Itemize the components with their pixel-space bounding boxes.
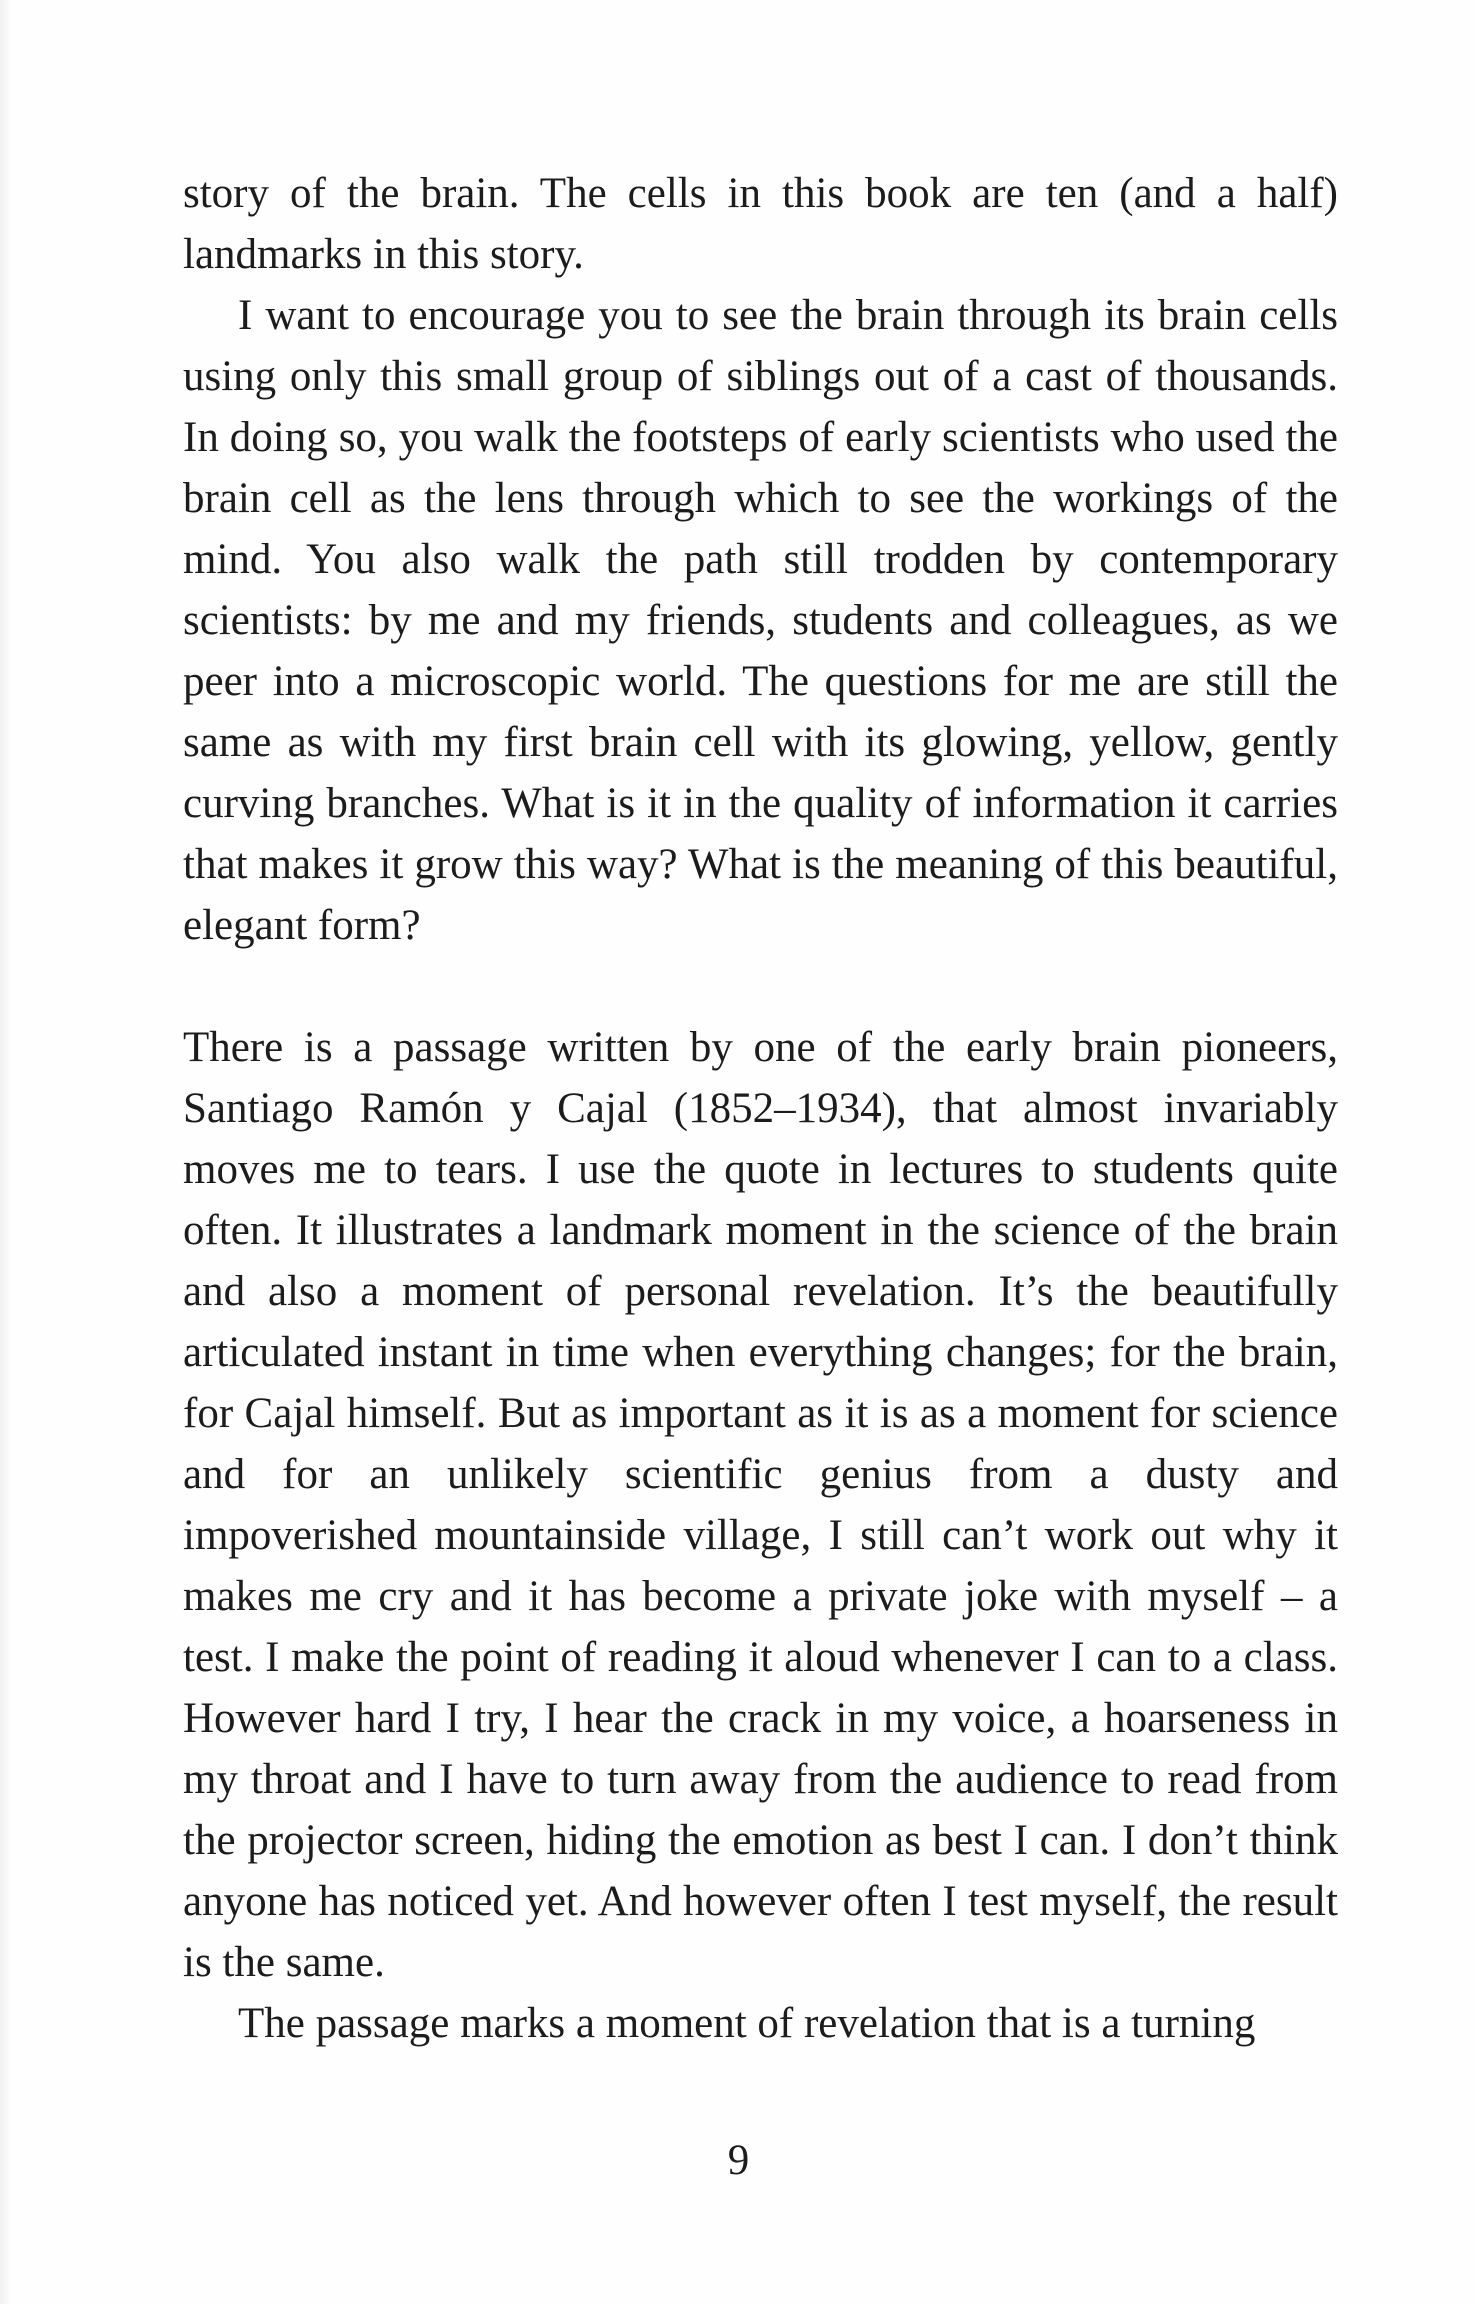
body-text	[183, 163, 1338, 2054]
paragraph-4: The passage marks a moment of revelation that is a turning	[238, 2000, 1256, 2047]
page-number: 9	[727, 2137, 750, 2184]
paragraph-2: I want to encourage you to see the brain through its brain cells using only this small group of siblings out of a cast of thousands. In doing so, you walk the footsteps of early scientists who used the brain cell as the lens through which to see the workings of the mind. You also walk the path still trodden by contemporary scientists: by me and my friends, students and colleagues, as we peer into a microscopic world. The questions for me are still the same as with my first brain cell with its glowing, yellow, gently curving branches. What is it in the quality of information it carries that makes it grow this way? What is the meaning of this beautiful, elegant form?	[183, 292, 1338, 949]
page-edge-shadow	[0, 0, 12, 2304]
paragraph-1: story of the brain. The cells in this book are ten (and a half) landmarks in this story.	[183, 170, 1338, 278]
paragraph-3: There is a passage written by one of the early brain pioneers, Santiago Ramón y Cajal (1852–1934), that almost invariably moves me to tears. I use the quote in lectures to students quite often. It illustrates a landmark moment in the science of the brain and also a moment of personal revelation. It’s the beautifully articulated instant in time when everything changes; for the brain, for Cajal himself. But as important as it is as a moment for science and for an unlikely scientific genius from a dusty and impoverished mountainside village, I still can’t work out why it makes me cry and it has become a private joke with myself – a test. I make the point of reading it aloud whenever I can to a class. However hard I try, I hear the crack in my voice, a hoarseness in my throat and I have to turn away from the audience to read from the projector screen, hiding the emotion as best I can. I don’t think anyone has noticed yet. And however often I test myself, the result is the same.	[183, 1024, 1338, 1986]
